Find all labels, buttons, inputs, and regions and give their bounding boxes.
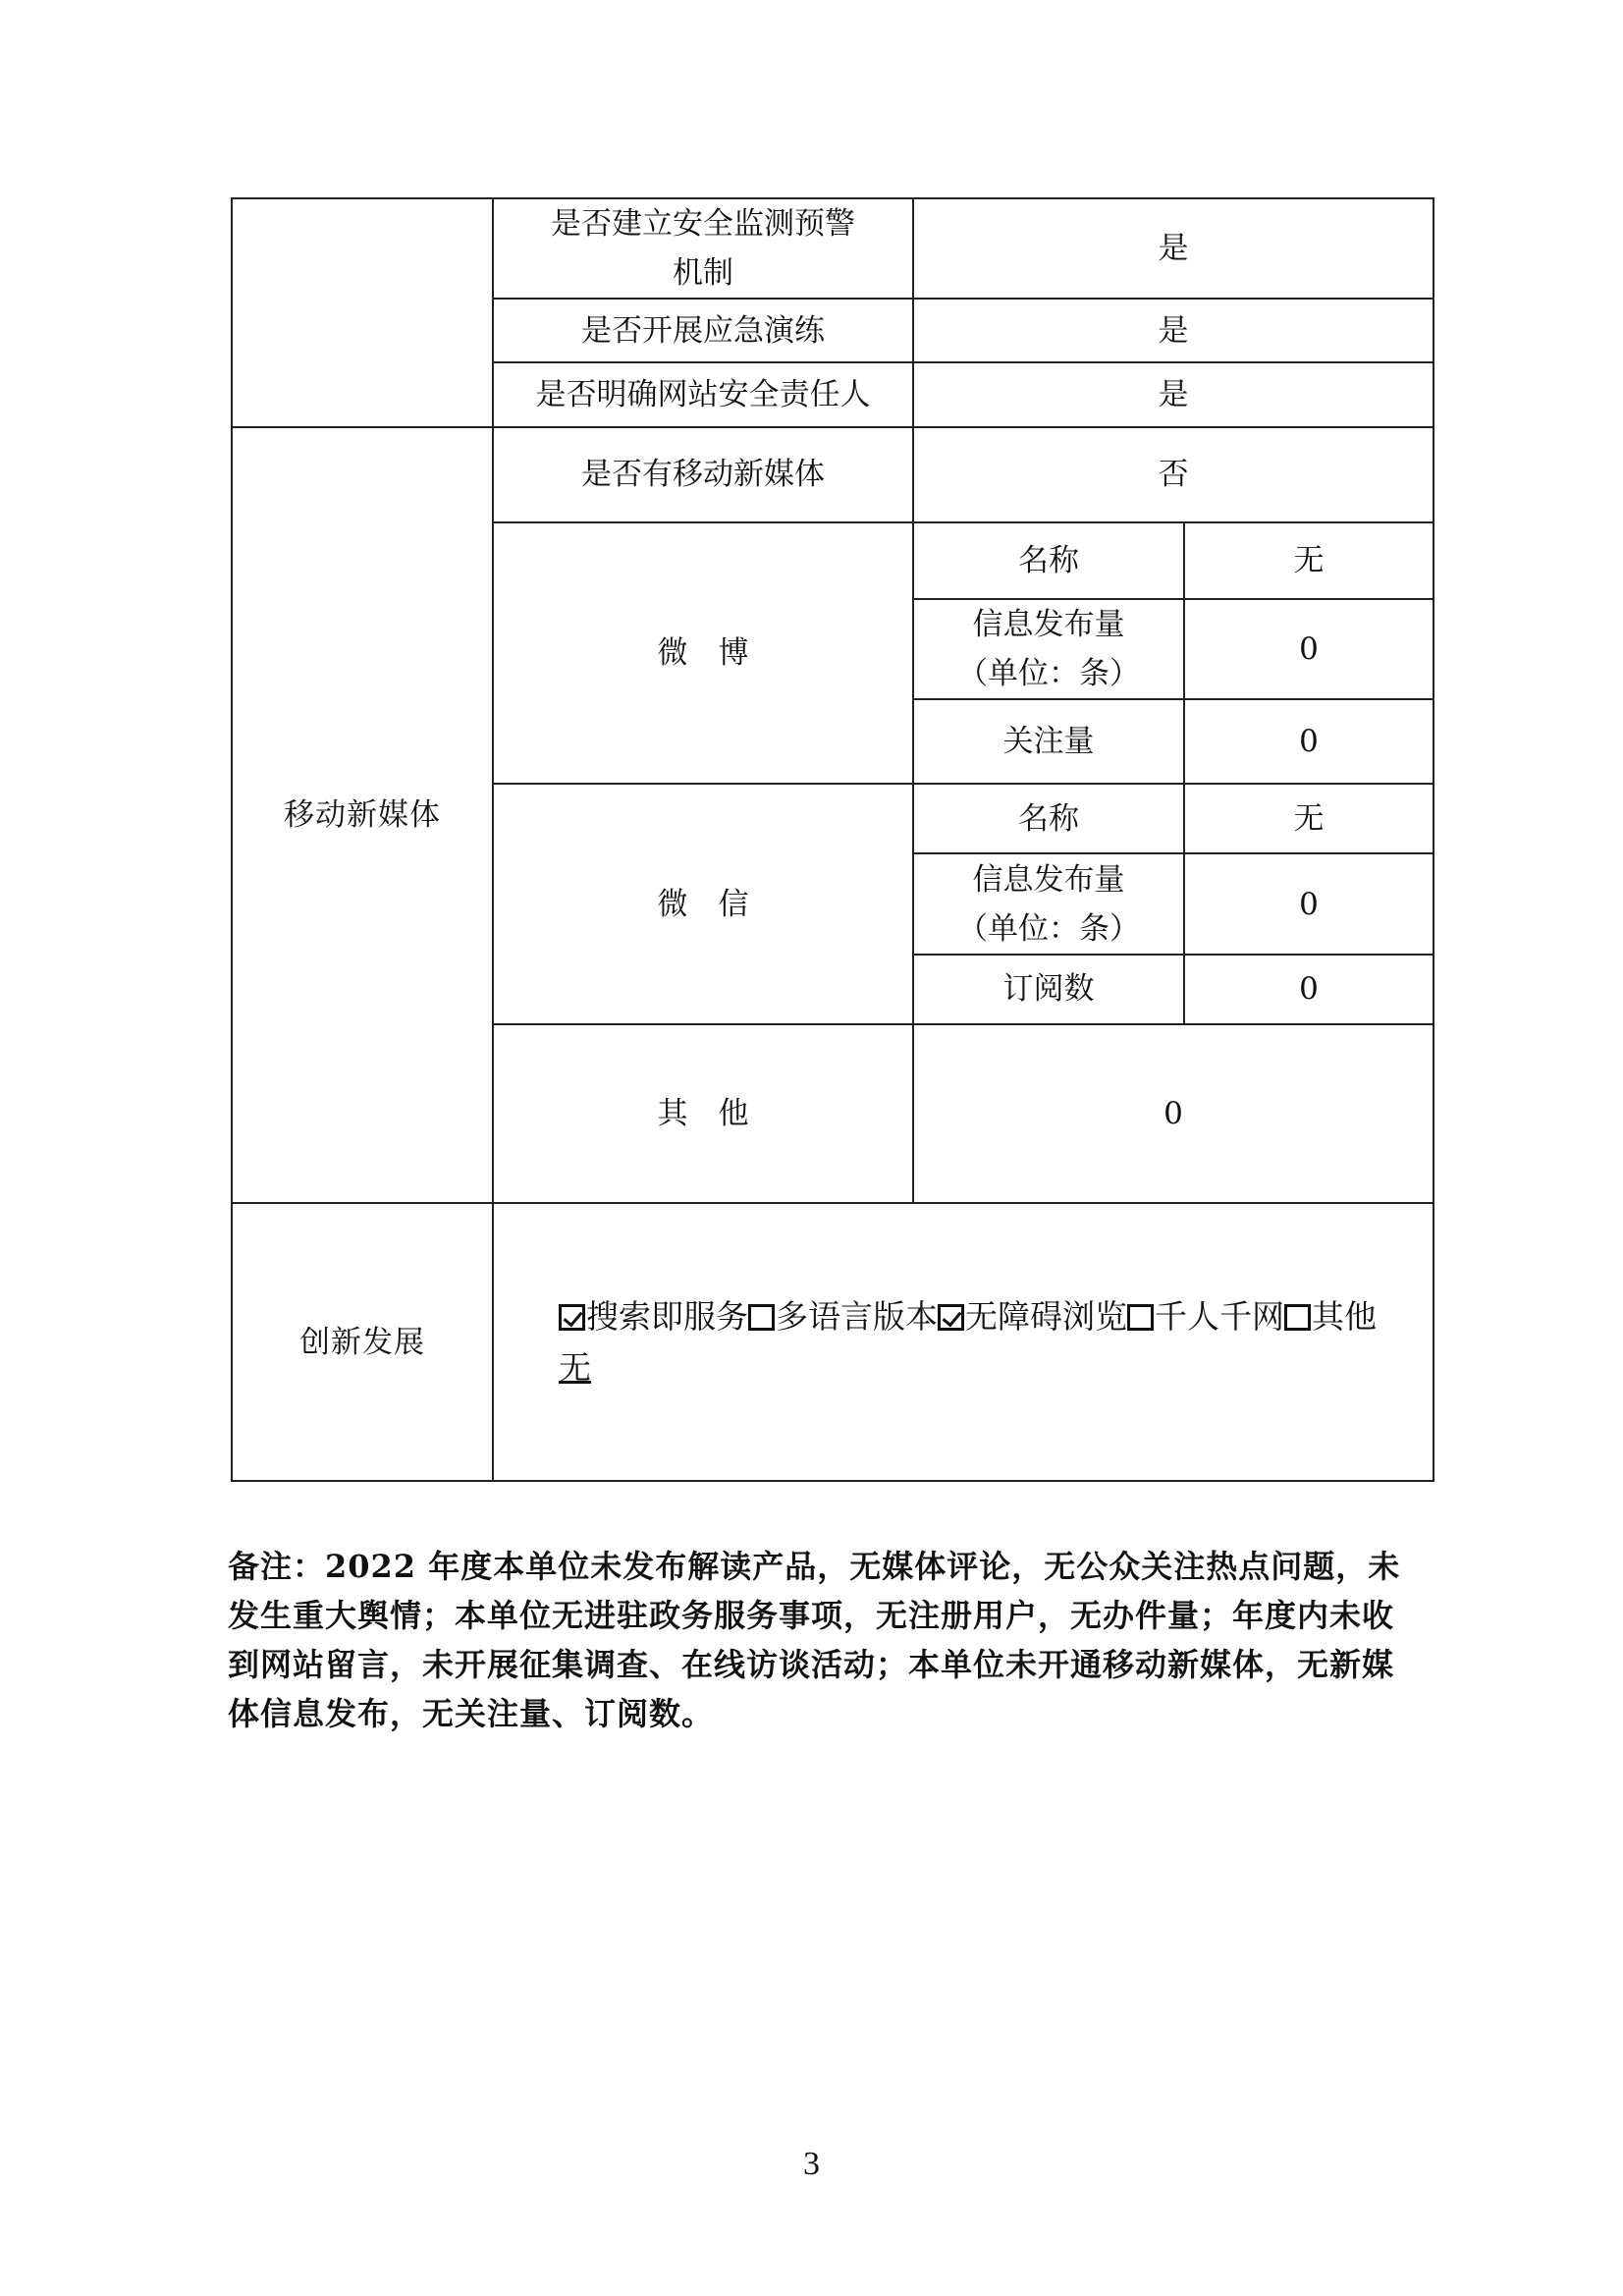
option-search-service-label: 搜索即服务	[586, 1296, 748, 1336]
emergency-drill-value: 是	[913, 299, 1434, 362]
other-media-label: 其 他	[493, 1024, 913, 1203]
has-mobile-media-value: 否	[913, 427, 1434, 522]
weibo-name-value: 无	[1184, 522, 1434, 599]
emergency-drill-label: 是否开展应急演练	[493, 299, 913, 362]
weixin-subscribers-value: 0	[1184, 955, 1434, 1024]
weibo-posts-value: 0	[1184, 599, 1434, 699]
innovation-options	[559, 1291, 1433, 1342]
option-multilingual-label: 多语言版本	[776, 1296, 938, 1336]
security-officer-value: 是	[913, 362, 1434, 426]
checkbox-other[interactable]	[1284, 1304, 1311, 1331]
weibo-posts-label: 信息发布量 （单位：条）	[913, 599, 1184, 699]
innovation-other-value: 无	[559, 1347, 591, 1387]
innovation-section-label: 创新发展	[232, 1203, 493, 1481]
checkbox-accessibility[interactable]	[938, 1304, 964, 1331]
remark-note: 备注：2022 年度本单位未发布解读产品，无媒体评论，无公众关注热点问题，未发生重大舆情；本单位无进驻政务服务事项，无注册用户，无办件量；年度内未收到网站留言，未开展征集调查、在线访谈活动；本单位未开通移动新媒体，无新媒体信息发布，无关注量、订阅数。	[228, 1548, 1401, 1732]
option-other-label: 其他	[1312, 1296, 1377, 1336]
checkbox-personalized[interactable]	[1127, 1304, 1154, 1331]
page-number: 3	[803, 2146, 820, 2182]
checkbox-search-service[interactable]	[559, 1304, 585, 1331]
has-mobile-media-label: 是否有移动新媒体	[493, 427, 913, 522]
checkbox-multilingual[interactable]	[748, 1304, 775, 1331]
weixin-name-label: 名称	[913, 784, 1184, 853]
mobile-media-section-label: 移动新媒体	[232, 427, 493, 1204]
weibo-followers-value: 0	[1184, 699, 1434, 784]
weixin-posts-value: 0	[1184, 853, 1434, 954]
weixin-name-value: 无	[1184, 784, 1434, 853]
other-media-value: 0	[913, 1024, 1434, 1203]
innovation-options-cell	[493, 1203, 1434, 1481]
weixin-label: 微 信	[493, 784, 913, 1024]
security-officer-label: 是否明确网站安全责任人	[493, 362, 913, 426]
security-monitoring-value: 是	[913, 198, 1434, 299]
option-personalized-label: 千人千网	[1155, 1296, 1284, 1336]
weixin-subscribers-label: 订阅数	[913, 955, 1184, 1024]
website-report-table	[231, 197, 1434, 1482]
weixin-posts-label: 信息发布量 （单位：条）	[913, 853, 1184, 954]
weibo-name-label: 名称	[913, 522, 1184, 599]
weibo-label: 微 博	[493, 522, 913, 785]
security-section-cell	[232, 198, 493, 427]
weibo-followers-label: 关注量	[913, 699, 1184, 784]
security-monitoring-label: 是否建立安全监测预警 机制	[493, 198, 913, 299]
option-accessibility-label: 无障碍浏览	[965, 1296, 1127, 1336]
